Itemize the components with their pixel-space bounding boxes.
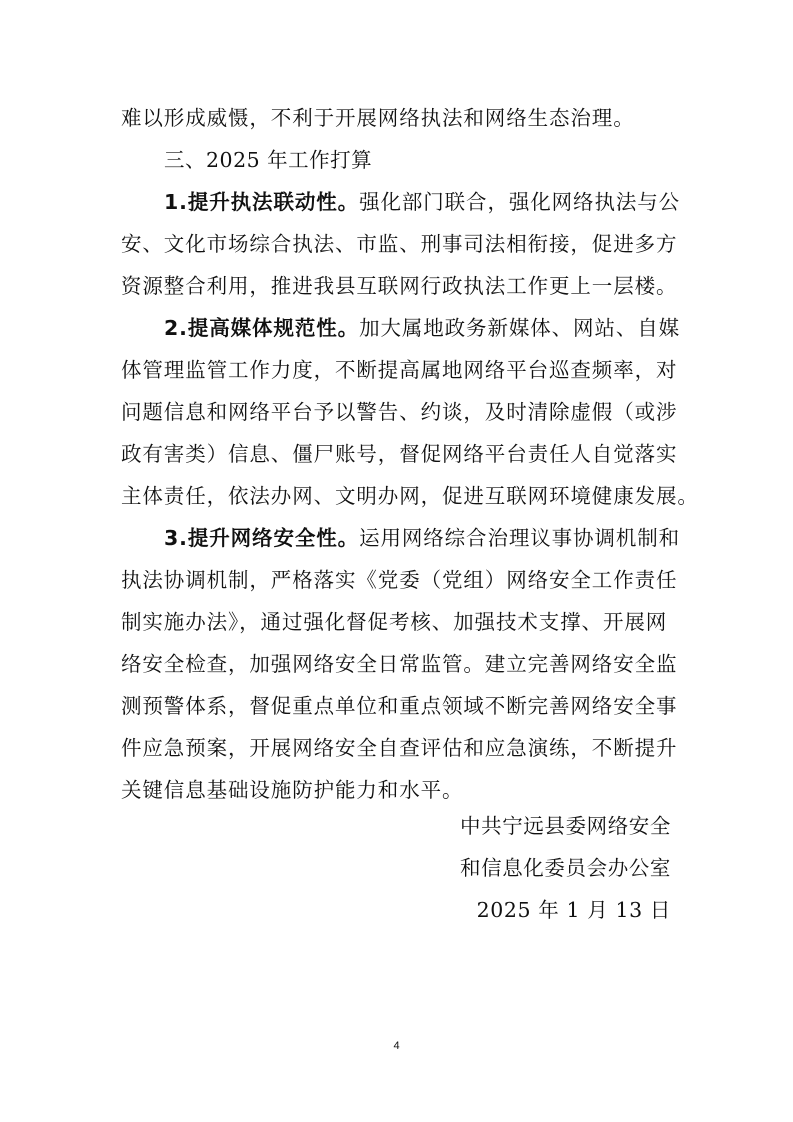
item-3-first-line <box>164 523 682 553</box>
body-text-line: 执法协调机制，严格落实《党委（党组）网络安全工作责任 <box>121 568 678 592</box>
body-text-line: 安、文化市场综合执法、市监、刑事司法相衔接，促进多方 <box>121 232 678 256</box>
body-text-line: 体管理监管工作力度，不断提高属地网络平台巡查频率，对 <box>121 358 678 382</box>
item-1-title: 1.提升执法联动性。 <box>164 190 360 214</box>
item-1-text: 强化部门联合，强化网络执法与公 <box>359 190 681 214</box>
body-text-line: 制实施办法》，通过强化督促考核、加强技术支撑、开展网 <box>121 610 668 634</box>
signature-org-line-2: 和信息化委员会办公室 <box>460 856 671 880</box>
body-text-line: 难以形成威慑，不利于开展网络执法和网络生态治理。 <box>121 106 635 130</box>
item-1-first-line <box>164 187 682 217</box>
signature-date: 2025 年 1 月 13 日 <box>476 898 671 922</box>
body-text-line: 资源整合利用，推进我县互联网行政执法工作更上一层楼。 <box>121 274 678 298</box>
item-2-text: 加大属地政务新媒体、网站、自媒 <box>359 316 681 340</box>
body-text-line: 政有害类）信息、僵尸账号，督促网络平台责任人自觉落实 <box>121 442 678 466</box>
item-2-title: 2.提高媒体规范性。 <box>164 316 360 340</box>
body-text-line: 件应急预案，开展网络安全自查评估和应急演练，不断提升 <box>121 736 678 760</box>
signature-org-line-1: 中共宁远县委网络安全 <box>460 814 671 838</box>
body-text-line: 关键信息基础设施防护能力和水平。 <box>121 778 464 802</box>
body-text-line: 问题信息和网络平台予以警告、约谈，及时清除虚假（或涉 <box>121 400 678 424</box>
section-heading: 三、2025 年工作打算 <box>164 148 373 172</box>
body-text-line: 测预警体系，督促重点单位和重点领域不断完善网络安全事 <box>121 694 678 718</box>
body-text-line: 主体责任，依法办网、文明办网，促进互联网环境健康发展。 <box>121 484 699 508</box>
item-3-title: 3.提升网络安全性。 <box>164 526 360 550</box>
body-text-line: 络安全检查，加强网络安全日常监管。建立完善网络安全监 <box>121 652 678 676</box>
item-3-text: 运用网络综合治理议事协调机制和 <box>359 526 681 550</box>
page-number: 4 <box>393 1040 400 1052</box>
item-2-first-line <box>164 313 682 343</box>
